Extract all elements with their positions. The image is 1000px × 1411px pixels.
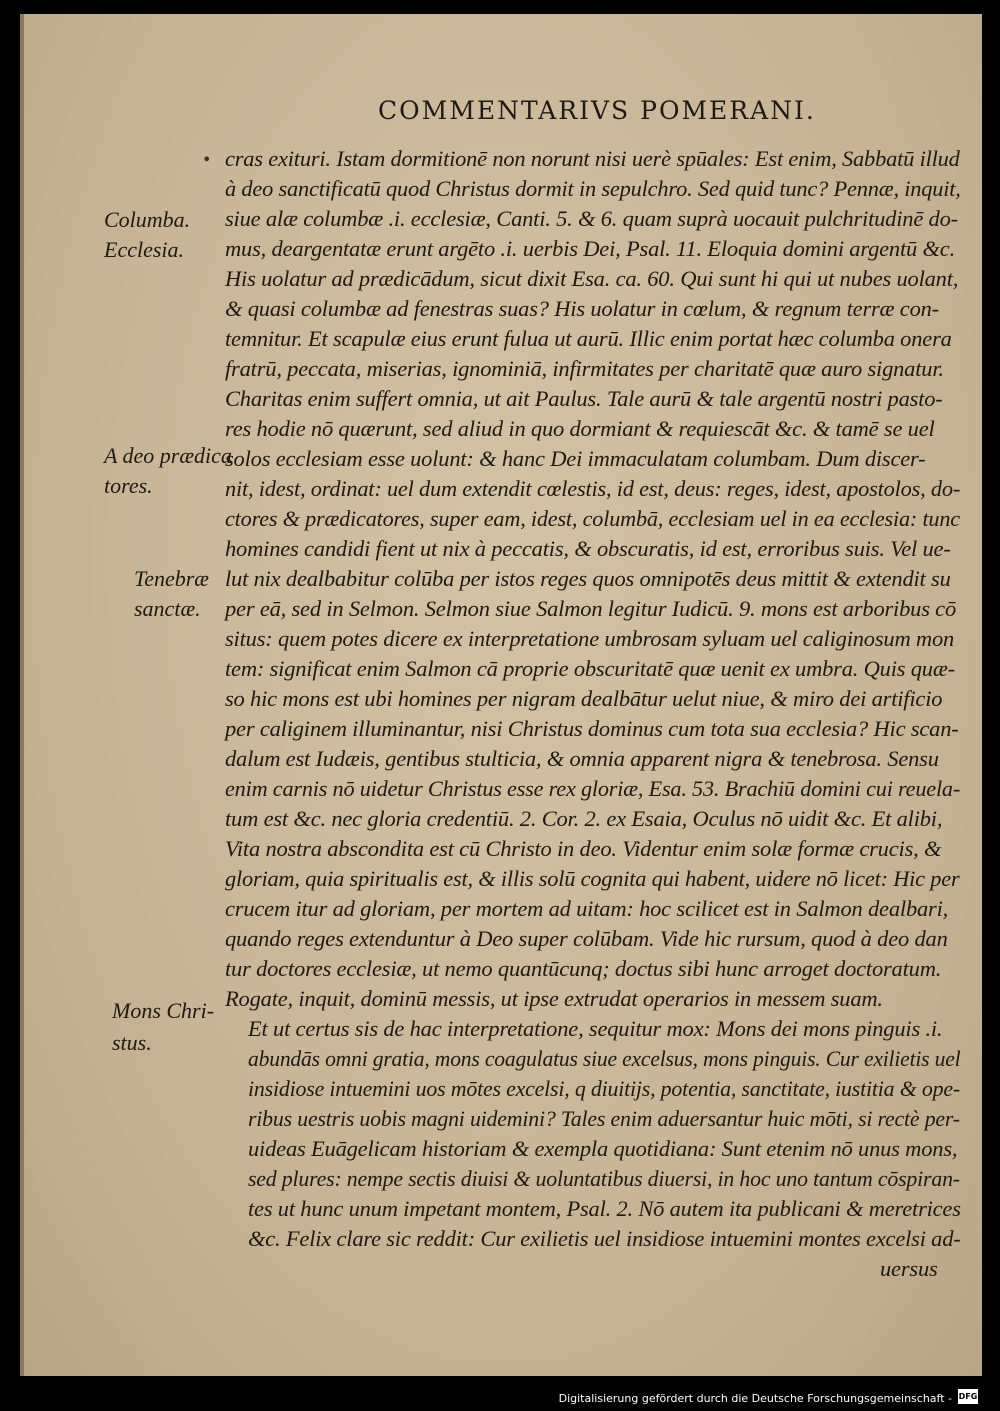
text-line: fratrū, peccata, miserias, ignominiā, infirmitates per charitatē quæ auro signatur. xyxy=(225,356,944,381)
text-line: homines candidi fient ut nix à peccatis, & obscuratis, id est, erroribus suis. Vel ue- xyxy=(225,536,951,561)
text-line: ribus uestris uobis magni uidemini? Tales enim aduersantur huic mōti, si rectè per- xyxy=(248,1106,960,1131)
text-line: abundās omni gratia, mons coagulatus siue excelsus, mons pinguis. Cur exilietis uel xyxy=(248,1046,961,1071)
text-line: so hic mons est ubi homines per nigram dealbātur uelut niue, & miro dei artificio xyxy=(225,686,943,711)
text-line: nit, idest, ordinat: uel dum extendit cœlestis, id est, deus: reges, idest, apostolos, do- xyxy=(225,476,961,501)
text-line: crucem itur ad gloriam, per mortem ad uitam: hoc scilicet est in Salmon dealbari, xyxy=(225,896,949,921)
text-line: gloriam, quia spiritualis est, & illis solū cognita qui habent, uidere nō licet: Hic per xyxy=(225,866,960,891)
margin-note: A deo prædica xyxy=(104,443,232,468)
text-line: per caliginem illuminantur, nisi Christus dominus cum tota sua ecclesia? Hic scan- xyxy=(225,716,959,741)
margin-note: sanctæ. xyxy=(134,596,201,621)
text-line: His uolatur ad prædicādum, sicut dixit Esa. ca. 60. Qui sunt hi qui ut nubes uolant, xyxy=(225,266,959,291)
text-line: uideas Euāgelicam historiam & exempla quotidiana: Sunt etenim nō unus mons, xyxy=(248,1136,958,1161)
footer-credit: Digitalisierung gefördert durch die Deutsche Forschungsgemeinschaft - xyxy=(558,1392,952,1405)
text-line: & quasi columbæ ad fenestras suas? His uolatur in cœlum, & regnum terræ con- xyxy=(225,296,939,321)
text-line: ctores & prædicatores, super eam, idest, columbā, ecclesiam uel in ea ecclesia: tunc xyxy=(225,506,960,531)
text-line: tes ut hunc unum impetant montem, Psal. 2. Nō autem ita publicani & meretrices xyxy=(248,1196,961,1221)
catchword: uersus xyxy=(880,1256,938,1281)
line-marker: • xyxy=(202,150,212,169)
text-line: à deo sanctificatū quod Christus dormit in sepulchro. Sed quid tunc? Pennæ, inquit, xyxy=(225,176,961,201)
dfg-logo: DFG xyxy=(958,1389,978,1404)
text-line: tum est &c. nec gloria credentiū. 2. Cor. 2. ex Esaia, Oculus nō uidit &c. Et alibi, xyxy=(225,806,943,831)
text-line: quando reges extenduntur à Deo super colūbam. Vide hic rursum, quod à deo dan xyxy=(225,926,948,951)
margin-note: Mons Chri- xyxy=(112,998,215,1023)
text-line: sed plures: nempe sectis diuisi & uoluntatibus diuersi, in hoc uno tantum cōspiran- xyxy=(248,1166,960,1191)
margin-note: stus. xyxy=(112,1030,152,1055)
text-line: Rogate, inquit, dominū messis, ut ipse extrudat operarios in messem suam. xyxy=(225,986,883,1011)
running-title: COMMENTARIVS POMERANI. xyxy=(378,96,816,125)
text-line: enim carnis nō uidetur Christus esse rex gloriæ, Esa. 53. Brachiū domini cui reuela- xyxy=(225,776,961,801)
text-line: &c. Felix clare sic reddit: Cur exilietis uel insidiose intuemini montes excelsi ad- xyxy=(248,1226,961,1251)
margin-note: Tenebræ xyxy=(134,566,209,591)
text-line: solos ecclesiam esse uolunt: & hanc Dei immaculatam columbam. Dum discer- xyxy=(225,446,926,471)
text-line: Et ut certus sis de hac interpretatione, sequitur mox: Mons dei mons pinguis .i. xyxy=(248,1016,943,1041)
text-line: cras exituri. Istam dormitionē non norunt nisi uerè spūales: Est enim, Sabbatū illud xyxy=(225,146,960,171)
text-line: Charitas enim suffert omnia, ut ait Paulus. Tale aurū & tale argentū nostri pasto- xyxy=(225,386,943,411)
margin-note: tores. xyxy=(104,473,153,498)
text-line: insidiose intuemini uos mōtes excelsi, q diuitijs, potentia, sanctitate, iustitia & ope- xyxy=(248,1076,960,1101)
text-line: tur doctores ecclesiæ, ut nemo quantūcunq; doctus sibi hunc arroget doctoratum. xyxy=(225,956,942,981)
text-line: lut nix dealbabitur colūba per istos reges quos omnipotēs deus mittit & extendit su xyxy=(225,566,951,591)
text-line: Vita nostra abscondita est cū Christo in deo. Videntur enim solæ formæ crucis, & xyxy=(225,836,942,861)
text-line: res hodie nō quærunt, sed aliud in quo dormiant & requiescāt &c. & tamē se uel xyxy=(225,416,935,441)
margin-note: Ecclesia. xyxy=(104,237,185,262)
text-line: situs: quem potes dicere ex interpretatione umbrosam syluam uel caliginosum mon xyxy=(225,626,955,651)
margin-note: Columba. xyxy=(104,207,191,232)
text-line: tem: significat enim Salmon cā proprie obscuritatē quæ uenit ex umbra. Quis quæ- xyxy=(225,656,955,681)
text-line: dalum est Iudæis, gentibus stulticia, & omnia apparent nigra & tenebrosa. Sensu xyxy=(225,746,939,771)
text-line: temnitur. Et scapulæ eius erunt fulua ut aurū. Illic enim portat hæc columba onera xyxy=(225,326,952,351)
text-line: siue alæ columbæ .i. ecclesiæ, Canti. 5. & 6. quam suprà uocauit pulchritudinē do- xyxy=(225,206,958,231)
text-line: per eā, sed in Selmon. Selmon siue Salmon legitur Iudicū. 9. mons est arboribus cō xyxy=(225,596,957,621)
text-line: mus, deargentatæ erunt argēto .i. uerbis Dei, Psal. 11. Eloquia domini argentū &c. xyxy=(225,236,956,261)
